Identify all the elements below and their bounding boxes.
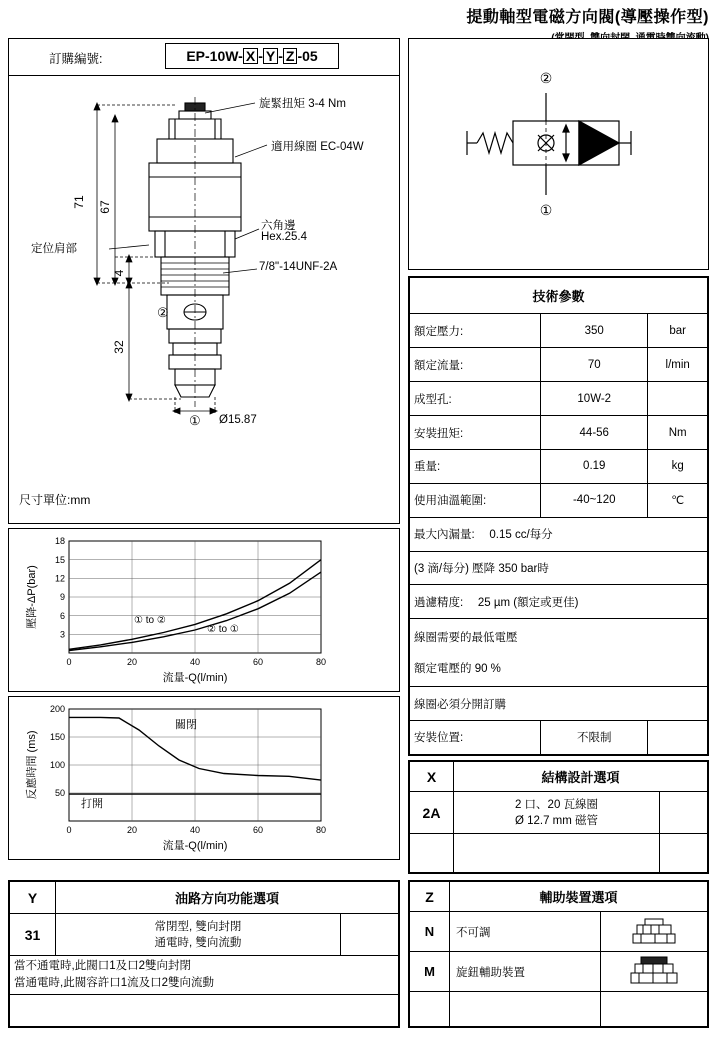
x-tick-60: 60 <box>252 657 264 667</box>
tech-note-3: 線圈需要的最低電壓 <box>410 619 708 653</box>
z-blank-desc <box>450 992 601 1027</box>
tech-row-unit-1: l/min <box>648 348 708 382</box>
x-blank-desc <box>454 834 660 873</box>
drawing-panel <box>8 38 400 524</box>
order-code-var-x: X <box>243 48 258 64</box>
response-time-plot <box>9 697 401 861</box>
x-option-table <box>408 760 709 874</box>
y-tick-100: 100 <box>49 760 65 770</box>
tech-row-unit-2 <box>648 382 708 416</box>
pressure-drop-plot <box>9 529 401 693</box>
y-row-desc <box>56 914 341 956</box>
knob-fixed-icon <box>605 915 703 949</box>
y-tick-50: 50 <box>54 788 65 798</box>
tech-row-value-3: 44-56 <box>541 416 648 450</box>
z-option-grid <box>409 881 708 1027</box>
page-title: 提動軸型電磁方向閥(導壓操作型) <box>466 9 709 26</box>
x-row-spacer <box>660 792 708 834</box>
tech-row-value-5: -40~120 <box>541 483 648 517</box>
dim-diameter: Ø15.87 <box>219 414 257 426</box>
tech-note-5: 線圈必須分開訂購 <box>410 687 708 721</box>
z-title: 輔助裝置選項 <box>450 882 708 912</box>
x-tick-60: 60 <box>252 825 264 835</box>
y-tick-18: 18 <box>54 536 65 546</box>
z-option-table <box>408 880 709 1028</box>
order-code-var-y: Y <box>263 48 278 64</box>
callout-coil: 適用線圈 EC-04W <box>271 141 364 153</box>
annotation-close: 關閉 <box>175 719 197 731</box>
dimension-unit-note: 尺寸單位:mm <box>19 493 91 507</box>
order-code-label: 訂購編號: <box>49 52 103 66</box>
x-blank-code <box>410 834 454 873</box>
tech-row-name-5: 使用油溫範圍: <box>410 483 541 517</box>
tech-row-unit-3: Nm <box>648 416 708 450</box>
symbol-port-2: ② <box>539 70 553 86</box>
x-tick-0: 0 <box>66 825 72 835</box>
x-row-code: 2A <box>410 792 454 834</box>
annotation-open: 打開 <box>81 798 103 810</box>
z-row-figure-n <box>601 912 708 952</box>
x-tick-20: 20 <box>126 825 138 835</box>
hydraulic-symbol <box>409 39 708 269</box>
port-1-marker: ① <box>189 413 201 428</box>
y-row-desc-line1: 常閉型, 雙向封閉 <box>154 920 242 933</box>
z-row-desc-m: 旋鈕輔助裝置 <box>450 952 601 992</box>
chart1-y-label: 壓降-ΔP(bar) <box>26 565 38 629</box>
tech-row-value-0: 350 <box>541 314 648 348</box>
knob-adjustable-icon <box>605 955 703 989</box>
x-tick-0: 0 <box>66 657 72 667</box>
order-code-var-z: Z <box>283 48 298 64</box>
x-row-desc-line1: 2 口、20 瓦線圈 <box>514 798 599 811</box>
x-tick-80: 80 <box>315 657 327 667</box>
x-title: 結構設計選項 <box>454 762 708 792</box>
tech-note-0: 最大內漏量: 0.15 cc/每分 <box>410 517 708 551</box>
callout-hex: 六角邊 <box>261 220 296 232</box>
hydraulic-symbol-panel <box>408 38 709 270</box>
y-notes <box>10 956 399 995</box>
tech-row-name-0: 額定壓力: <box>410 314 541 348</box>
x-tick-80: 80 <box>315 825 327 835</box>
dim-4: 4 <box>112 269 126 277</box>
x-row-desc <box>454 792 660 834</box>
tech-note-2: 過濾精度: 25 µm (額定或更佳) <box>410 585 708 619</box>
y-row-code: 31 <box>10 914 56 956</box>
z-row-code-n: N <box>410 912 450 952</box>
y-tick-15: 15 <box>54 555 65 565</box>
z-row-code-m: M <box>410 952 450 992</box>
z-row-figure-m <box>601 952 708 992</box>
tech-row-name-4: 重量: <box>410 449 541 483</box>
x-tick-40: 40 <box>189 825 201 835</box>
order-row-divider <box>9 75 399 76</box>
pressure-drop-chart <box>8 528 400 692</box>
tech-row-name-3: 安裝扭矩: <box>410 416 541 450</box>
chart2-y-label: 反應時間 (ms) <box>26 730 38 800</box>
x-tick-40: 40 <box>189 657 201 667</box>
tech-row-unit-5: ℃ <box>648 483 708 517</box>
annotation-1-to-2: ① to ② <box>134 615 166 626</box>
z-blank-figure <box>601 992 708 1027</box>
order-code-row <box>9 39 399 75</box>
chart1-x-label: 流量-Q(l/min) <box>162 672 228 684</box>
callout-torque: 旋緊扭矩 3-4 Nm <box>259 98 346 110</box>
callout-thread: 7/8"-14UNF-2A <box>259 261 338 273</box>
tech-row-unit-0: bar <box>648 314 708 348</box>
tech-title: 技術參數 <box>410 278 708 314</box>
order-code-suffix: -05 <box>297 48 318 64</box>
x-option-grid <box>409 761 708 873</box>
tech-note-1: (3 滴/每分) 壓降 350 bar時 <box>410 551 708 585</box>
x-row-desc-line2: Ø 12.7 mm 磁管 <box>514 814 599 827</box>
technical-data-grid <box>409 277 708 755</box>
y-tick-9: 9 <box>59 592 65 602</box>
y-tick-3: 3 <box>59 629 65 640</box>
y-note-1: 當不通電時,此閥口1及口2雙向封閉 <box>14 960 191 972</box>
z-code-header: Z <box>410 882 450 912</box>
y-title: 油路方向功能選項 <box>56 882 399 914</box>
y-tick-200: 200 <box>49 704 65 714</box>
tech-row-name-2: 成型孔: <box>410 382 541 416</box>
response-time-chart <box>8 696 400 860</box>
tech-row-unit-4: kg <box>648 449 708 483</box>
y-note-2: 當通電時,此閥容許口1流及口2雙向流動 <box>14 977 214 989</box>
tech-row-value-2: 10W-2 <box>541 382 648 416</box>
callout-locating-shoulder: 定位肩部 <box>31 243 77 255</box>
order-code-value <box>165 43 339 69</box>
tech-row-value-4: 0.19 <box>541 449 648 483</box>
y-code-header: Y <box>10 882 56 914</box>
y-blank-row <box>10 995 399 1027</box>
x-code-header: X <box>410 762 454 792</box>
annotation-2-to-1: ② to ① <box>207 624 239 635</box>
y-tick-12: 12 <box>54 573 65 584</box>
port-2-marker: ② <box>157 305 169 320</box>
chart2-x-label: 流量-Q(l/min) <box>162 840 228 852</box>
tech-mount-unit <box>648 720 708 754</box>
z-blank-code <box>410 992 450 1027</box>
y-tick-6: 6 <box>59 611 65 621</box>
y-row-desc-line2: 通電時, 雙向流動 <box>154 936 242 949</box>
symbol-port-1: ① <box>539 202 553 218</box>
callout-hex-size: Hex.25.4 <box>261 231 308 243</box>
order-code-dash-2: - <box>278 48 283 64</box>
y-row-spacer <box>341 914 399 956</box>
tech-mount-value: 不限制 <box>541 720 648 754</box>
dim-71: 71 <box>72 195 86 209</box>
order-code-prefix: EP-10W- <box>186 48 243 64</box>
order-code-dash-1: - <box>258 48 263 64</box>
z-row-desc-n: 不可調 <box>450 912 601 952</box>
tech-note-4: 額定電壓的 90 % <box>410 653 708 687</box>
x-blank-spacer <box>660 834 708 873</box>
tech-row-value-1: 70 <box>541 348 648 382</box>
technical-data-table <box>408 276 709 756</box>
y-option-table <box>8 880 400 1028</box>
dim-32: 32 <box>112 340 126 354</box>
y-option-grid <box>9 881 399 1027</box>
x-tick-20: 20 <box>126 657 138 667</box>
y-tick-150: 150 <box>49 732 65 742</box>
tech-row-name-1: 額定流量: <box>410 348 541 382</box>
tech-mount-label: 安裝位置: <box>410 720 541 754</box>
dim-67: 67 <box>98 200 112 214</box>
